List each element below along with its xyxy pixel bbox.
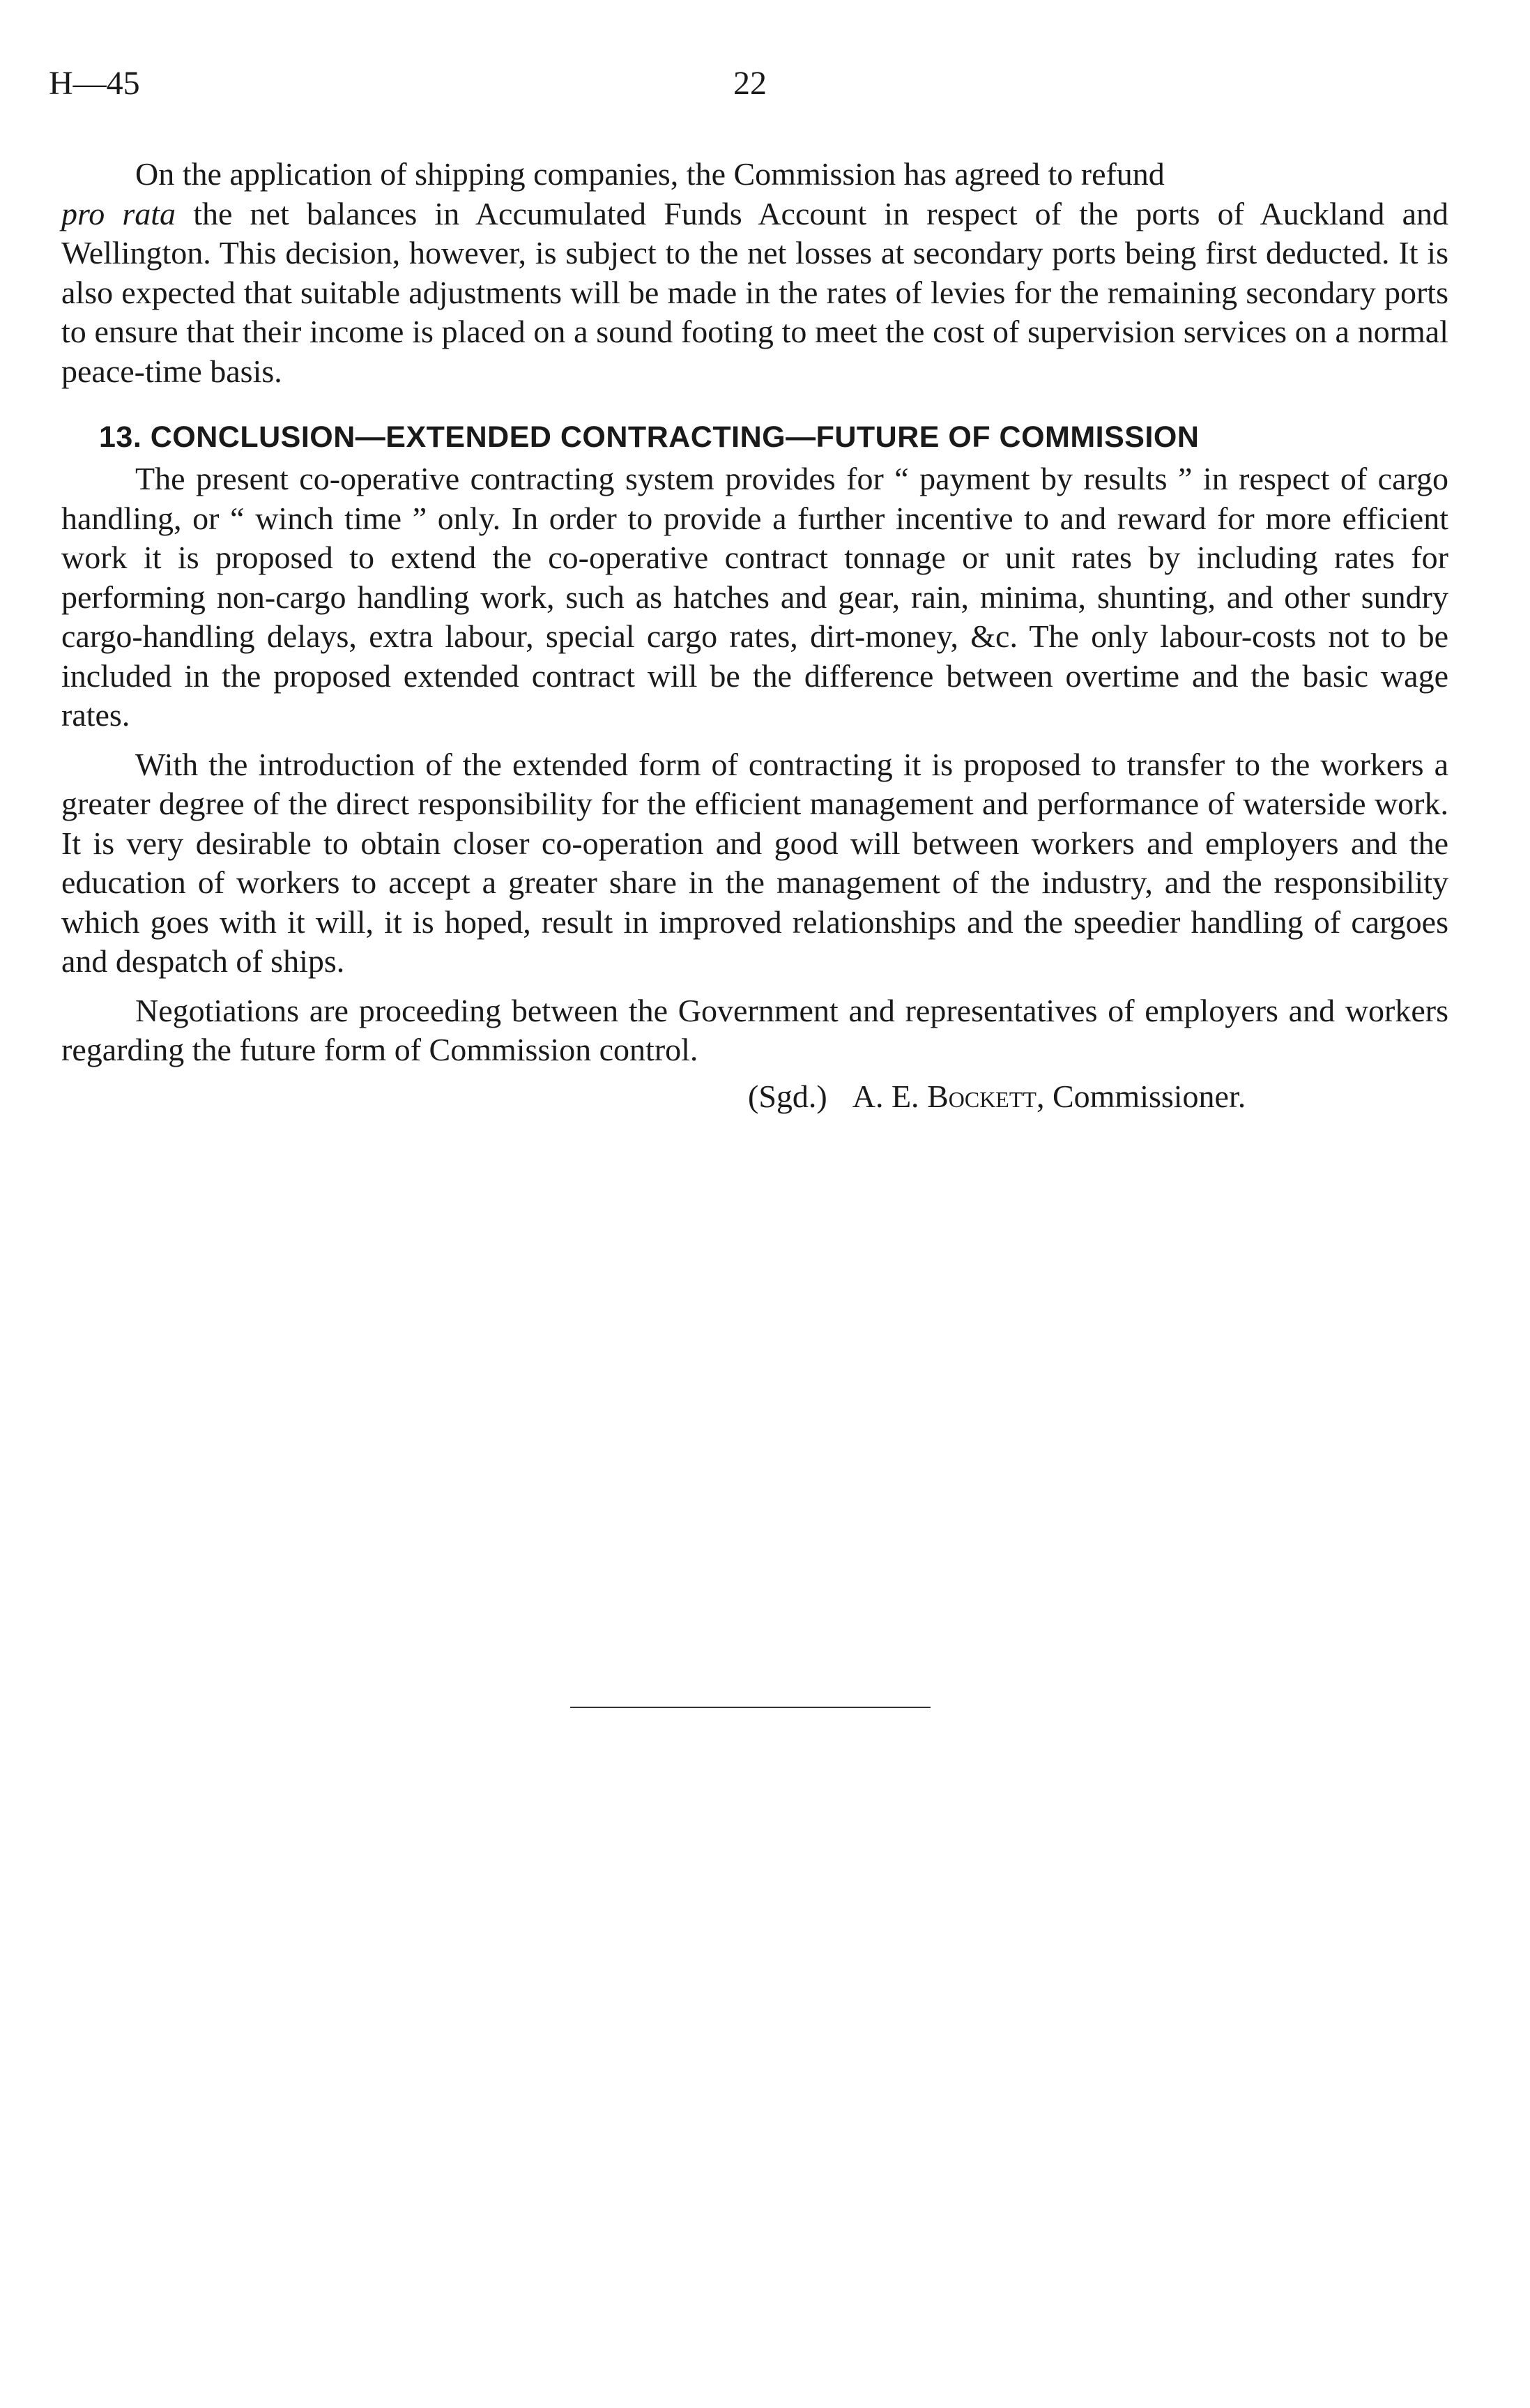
- section-heading: 13. CONCLUSION—EXTENDED CONTRACTING—FUTURE OF COMMISSION: [99, 420, 1200, 454]
- document-reference: H—45: [49, 65, 140, 102]
- signature-initials: A. E.: [852, 1078, 919, 1114]
- signature-prefix: (Sgd.): [748, 1078, 827, 1114]
- body-text: [61, 155, 1448, 1118]
- page-header: [49, 64, 816, 113]
- paragraph-contracting: The present co-operative contracting system provides for “ payment by results ” in respect of cargo handling, or “ winch time ” only. In order to provide a further incentive to and reward for more efficient work it is proposed to extend the co-operative contract tonnage or unit rates by including rates for performing non-cargo handling work, such as hatches and gear, rain, minima, shunting, and other sundry cargo-handling delays, extra labour, special cargo rates, dirt-money, &c. The only labour-costs not to be included in the proposed extended contract will be the difference between overtime and the basic wage rates.: [61, 461, 1448, 733]
- paragraph-refund-rest: the net balances in Accumulated Funds Account in respect of the ports of Auckland and Wellington. This decision, however, is subject to the net losses at secondary ports being first deducted. It is also expected that suitable adjustments will be made in the rates of levies for the remaining secondary ports to ensure that their income is placed on a sound footing to meet the cost of supervision services on a normal peace-time basis.: [61, 195, 1448, 389]
- paragraph-refund-italic: pro rata: [61, 195, 176, 231]
- end-rule-divider: [570, 1707, 931, 1708]
- paragraph-refund: [61, 155, 1448, 391]
- paragraph-responsibility: With the introduction of the extended form of contracting it is proposed to transfer to the workers a greater degree of the direct responsibility for the efficient management and performance of waterside work. It is very desirable to obtain closer co-operation and good will between workers and employers and the education of workers to accept a greater share in the management of the industry, and the responsibility which goes with it will, it is hoped, result in improved relationships and the speedier handling of cargoes and despatch of ships.: [61, 746, 1448, 979]
- paragraph-negotiations: Negotiations are proceeding between the Government and representatives of employers and workers regarding the future form of Commission control.: [61, 992, 1448, 1067]
- signature-line: [61, 1076, 1448, 1118]
- signature-surname: Bockett: [927, 1078, 1036, 1114]
- signature-title: , Commissioner.: [1036, 1078, 1246, 1114]
- paragraph-refund-lead: On the application of shipping companies, the Commission has agreed to refund: [135, 156, 1165, 192]
- page-number: 22: [733, 65, 767, 102]
